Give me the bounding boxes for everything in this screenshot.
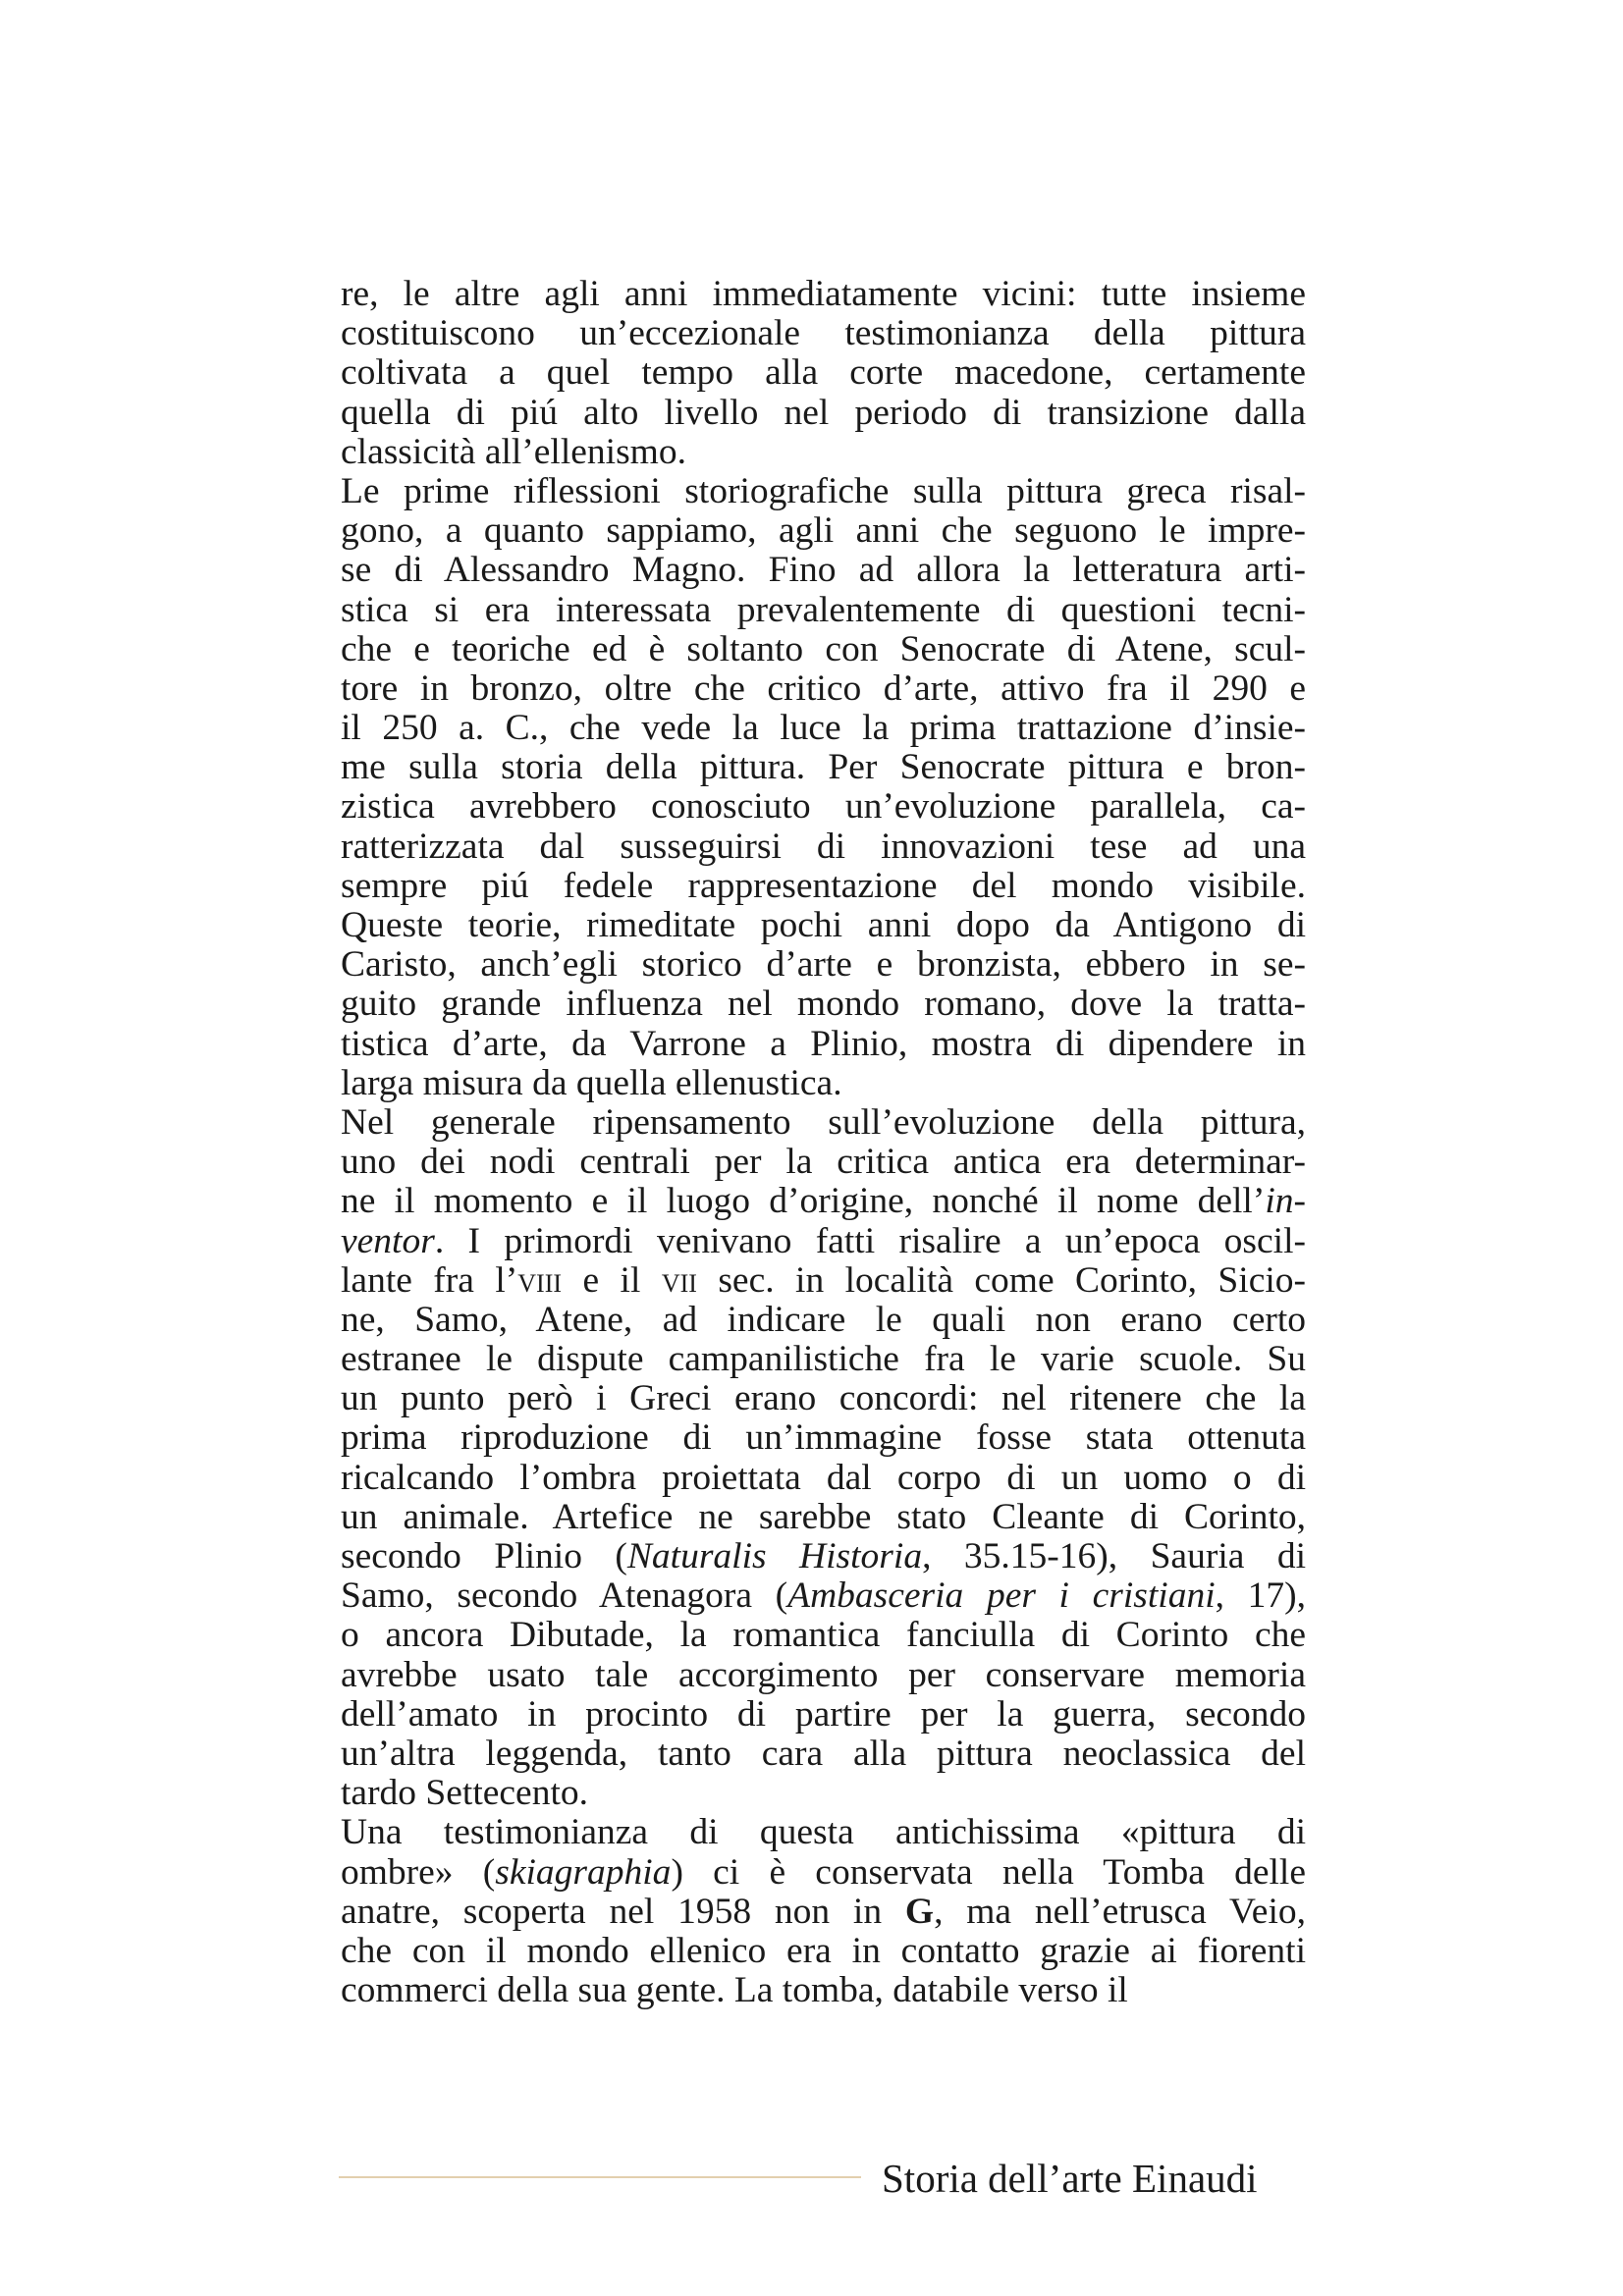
text-run: secondo Plinio ( bbox=[341, 1536, 627, 1576]
text-line bbox=[341, 1853, 1306, 1893]
text-line bbox=[341, 1379, 1306, 1418]
text-run: sempre piú fedele rappresentazione del mondo visibile. bbox=[341, 865, 1306, 906]
text-run: uno dei nodi centrali per la critica antica era determinar- bbox=[341, 1142, 1306, 1183]
text-line bbox=[341, 709, 1306, 748]
text-line bbox=[341, 787, 1306, 827]
text-run: e il bbox=[562, 1259, 662, 1301]
text-run: re, le altre agli anni immediatamente vicini: tutte insieme bbox=[341, 274, 1306, 314]
text-run: me sulla storia della pittura. Per Senocrate pittura e bron- bbox=[341, 747, 1306, 788]
text-run: un’altra leggenda, tanto cara alla pittura neoclassica del bbox=[341, 1733, 1306, 1774]
text-run: larga misura da quella ellenustica. bbox=[341, 1062, 842, 1103]
text-run: gono, a quanto sappiamo, agli anni che seguono le impre- bbox=[341, 510, 1306, 552]
text-line bbox=[341, 1695, 1306, 1735]
text-line bbox=[341, 1143, 1306, 1182]
text-line bbox=[341, 669, 1306, 709]
text-run: ricalcando l’ombra proiettata dal corpo di un uomo o di bbox=[341, 1457, 1306, 1498]
italic-text: ventor bbox=[341, 1220, 435, 1261]
text-line bbox=[341, 1340, 1306, 1379]
text-line bbox=[341, 1616, 1306, 1655]
text-line bbox=[341, 1498, 1306, 1537]
text-run: costituiscono un’eccezionale testimonianza della pittura bbox=[341, 313, 1306, 354]
text-run: sec. in località come Corinto, Sicio- bbox=[696, 1259, 1307, 1301]
bold-text: G bbox=[904, 1891, 935, 1932]
italic-text: Naturalis Historia bbox=[626, 1536, 923, 1576]
text-line bbox=[341, 511, 1306, 551]
text-line bbox=[341, 591, 1306, 630]
text-run: dell’amato in procinto di partire per la guerra, secondo bbox=[341, 1693, 1306, 1735]
text-run: guito grande influenza nel mondo romano, dove la tratta- bbox=[341, 984, 1306, 1025]
text-line bbox=[341, 867, 1306, 906]
text-run: ne il momento e il luogo d’origine, nonché il nome dell’ bbox=[341, 1181, 1266, 1222]
text-line bbox=[341, 394, 1306, 433]
text-run: commerci della sua gente. La tomba, databile verso il bbox=[341, 1970, 1128, 2011]
text-line bbox=[341, 1893, 1306, 1932]
text-line bbox=[341, 1735, 1306, 1774]
body-text bbox=[341, 275, 1306, 2010]
text-run: , 17), bbox=[1215, 1575, 1306, 1617]
text-line bbox=[341, 1932, 1306, 1971]
italic-text: in- bbox=[1265, 1181, 1306, 1222]
text-run: , ma nell’etrusca Veio, bbox=[934, 1891, 1306, 1932]
text-line bbox=[341, 472, 1306, 511]
text-run: Nel generale ripensamento sull’evoluzione della pittura, bbox=[341, 1101, 1306, 1143]
text-run: estranee le dispute campanilistiche fra le varie scuole. Su bbox=[341, 1339, 1306, 1380]
text-line bbox=[341, 1656, 1306, 1695]
text-line bbox=[341, 1418, 1306, 1458]
text-run: quella di piú alto livello nel periodo di transizione dalla bbox=[341, 392, 1306, 433]
text-run: avrebbe usato tale accorgimento per conservare memoria bbox=[341, 1654, 1306, 1695]
text-run: lante fra l’ bbox=[341, 1259, 518, 1301]
text-run: tistica d’arte, da Varrone a Plinio, mostra di dipendere in bbox=[341, 1023, 1306, 1064]
text-line bbox=[341, 630, 1306, 669]
text-run: zistica avrebbero conosciuto un’evoluzione parallela, ca- bbox=[341, 786, 1306, 828]
text-line bbox=[341, 945, 1306, 985]
roman-numeral: vii bbox=[661, 1259, 697, 1301]
text-run: ombre» ( bbox=[341, 1851, 496, 1893]
text-run: Samo, secondo Atenagora ( bbox=[341, 1575, 788, 1617]
paragraph bbox=[341, 472, 1306, 1103]
italic-text: skiagraphia bbox=[495, 1851, 672, 1893]
text-line bbox=[341, 1301, 1306, 1340]
text-line bbox=[341, 1576, 1306, 1616]
text-run: tore in bronzo, oltre che critico d’arte, attivo fra il 290 e bbox=[341, 667, 1306, 709]
text-run: Una testimonianza di questa antichissima «pittura di bbox=[341, 1812, 1306, 1853]
text-line bbox=[341, 1261, 1306, 1301]
text-run: ne, Samo, Atene, ad indicare le quali non erano certo bbox=[341, 1299, 1306, 1340]
text-line bbox=[341, 1971, 1306, 2010]
paragraph bbox=[341, 1103, 1306, 1813]
paragraph bbox=[341, 275, 1306, 472]
footer-rule bbox=[339, 2176, 861, 2178]
text-line bbox=[341, 433, 1306, 472]
text-line bbox=[341, 1459, 1306, 1498]
footer-title: Storia dell’arte Einaudi bbox=[882, 2156, 1258, 2201]
text-run: anatre, scoperta nel 1958 non in bbox=[341, 1891, 905, 1932]
text-run: , 35.15-16), Sauria di bbox=[922, 1536, 1306, 1576]
text-run: classicità all’ellenismo. bbox=[341, 431, 686, 472]
text-line bbox=[341, 1222, 1306, 1261]
text-run: che con il mondo ellenico era in contatto grazie ai fiorenti bbox=[341, 1930, 1306, 1971]
text-line bbox=[341, 1813, 1306, 1852]
text-line bbox=[341, 1774, 1306, 1813]
text-line bbox=[341, 1103, 1306, 1143]
text-run: prima riproduzione di un’immagine fosse stata ottenuta bbox=[341, 1417, 1306, 1459]
text-line bbox=[341, 1537, 1306, 1576]
text-run: tardo Settecento. bbox=[341, 1773, 588, 1814]
italic-text: Ambasceria per i cristiani bbox=[787, 1575, 1216, 1617]
text-run: Queste teorie, rimeditate pochi anni dopo da Antigono di bbox=[341, 905, 1306, 945]
text-run: ) ci è conservata nella Tomba delle bbox=[671, 1851, 1306, 1893]
text-run: coltivata a quel tempo alla corte macedone, certamente bbox=[341, 352, 1306, 394]
text-line bbox=[341, 353, 1306, 393]
text-run: un punto però i Greci erano concordi: nel ritenere che la bbox=[341, 1378, 1306, 1419]
text-run: Caristo, anch’egli storico d’arte e bronzista, ebbero in se- bbox=[341, 944, 1306, 986]
text-line bbox=[341, 906, 1306, 945]
text-run: un animale. Artefice ne sarebbe stato Cleante di Corinto, bbox=[341, 1496, 1306, 1537]
text-line bbox=[341, 828, 1306, 867]
text-run: ratterizzata dal susseguirsi di innovazioni tese ad una bbox=[341, 826, 1306, 867]
text-run: che e teoriche ed è soltanto con Senocrate di Atene, scul- bbox=[341, 628, 1306, 669]
text-run: Le prime riflessioni storiografiche sulla pittura greca risal- bbox=[341, 470, 1306, 511]
roman-numeral: viii bbox=[517, 1259, 563, 1301]
text-line bbox=[341, 985, 1306, 1024]
text-line bbox=[341, 1025, 1306, 1064]
text-line bbox=[341, 551, 1306, 590]
text-line bbox=[341, 748, 1306, 787]
text-line bbox=[341, 1182, 1306, 1221]
text-line bbox=[341, 1064, 1306, 1103]
text-run: o ancora Dibutade, la romantica fanciulla di Corinto che bbox=[341, 1615, 1306, 1656]
text-run: . I primordi venivano fatti risalire a un’epoca oscil- bbox=[434, 1220, 1306, 1261]
text-line bbox=[341, 275, 1306, 314]
text-run: se di Alessandro Magno. Fino ad allora la letteratura arti- bbox=[341, 550, 1306, 591]
paragraph bbox=[341, 1813, 1306, 2010]
text-run: il 250 a. C., che vede la luce la prima trattazione d’insie- bbox=[341, 708, 1306, 749]
text-line bbox=[341, 314, 1306, 353]
text-run: stica si era interessata prevalentemente di questioni tecni- bbox=[341, 589, 1306, 630]
